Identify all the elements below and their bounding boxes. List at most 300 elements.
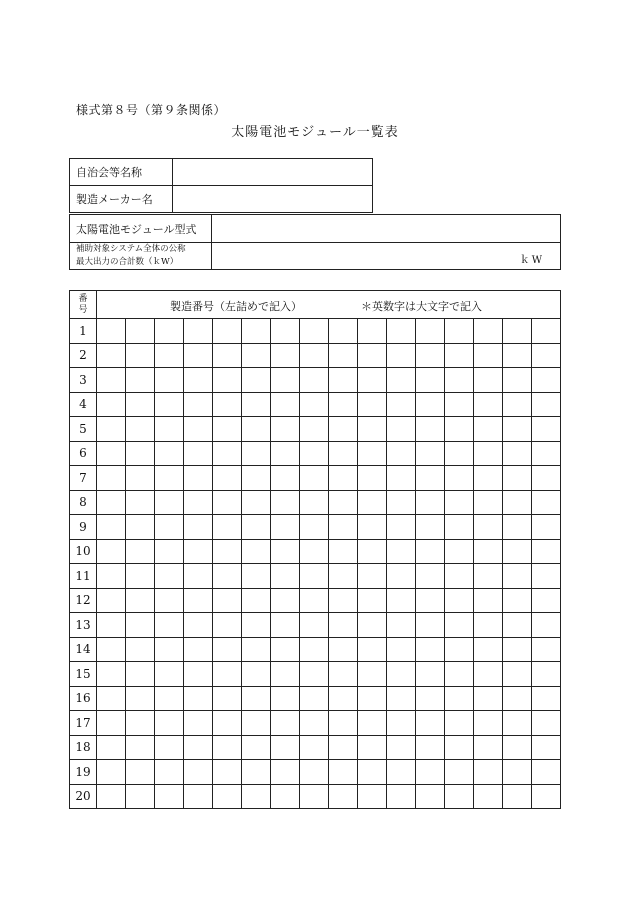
serial-digit-cell[interactable] [242, 613, 271, 638]
serial-digit-cell[interactable] [213, 441, 242, 466]
serial-digit-cell[interactable] [300, 637, 329, 662]
serial-digit-cell[interactable] [213, 686, 242, 711]
serial-digit-cell[interactable] [416, 784, 445, 809]
serial-digit-cell[interactable] [213, 343, 242, 368]
serial-digit-cell[interactable] [416, 441, 445, 466]
serial-digit-cell[interactable] [97, 417, 126, 442]
serial-digit-cell[interactable] [213, 466, 242, 491]
municipality-field[interactable] [172, 158, 373, 186]
serial-digit-cell[interactable] [300, 662, 329, 687]
serial-digit-cell[interactable] [532, 466, 561, 491]
serial-digit-cell[interactable] [474, 417, 503, 442]
serial-digit-cell[interactable] [387, 441, 416, 466]
serial-digit-cell[interactable] [126, 515, 155, 540]
serial-digit-cell[interactable] [358, 466, 387, 491]
serial-digit-cell[interactable] [97, 784, 126, 809]
serial-digit-cell[interactable] [416, 490, 445, 515]
serial-digit-cell[interactable] [271, 711, 300, 736]
serial-digit-cell[interactable] [416, 760, 445, 785]
serial-digit-cell[interactable] [184, 343, 213, 368]
serial-digit-cell[interactable] [445, 441, 474, 466]
model-field[interactable] [211, 214, 561, 243]
serial-digit-cell[interactable] [329, 760, 358, 785]
serial-digit-cell[interactable] [416, 686, 445, 711]
serial-digit-cell[interactable] [184, 466, 213, 491]
serial-digit-cell[interactable] [445, 417, 474, 442]
serial-digit-cell[interactable] [532, 711, 561, 736]
serial-digit-cell[interactable] [155, 466, 184, 491]
serial-digit-cell[interactable] [155, 564, 184, 589]
serial-digit-cell[interactable] [126, 613, 155, 638]
serial-digit-cell[interactable] [445, 392, 474, 417]
serial-digit-cell[interactable] [300, 490, 329, 515]
serial-digit-cell[interactable] [300, 760, 329, 785]
serial-digit-cell[interactable] [387, 686, 416, 711]
serial-digit-cell[interactable] [416, 711, 445, 736]
serial-digit-cell[interactable] [503, 613, 532, 638]
serial-digit-cell[interactable] [358, 368, 387, 393]
serial-digit-cell[interactable] [126, 588, 155, 613]
serial-digit-cell[interactable] [242, 760, 271, 785]
serial-digit-cell[interactable] [155, 784, 184, 809]
serial-digit-cell[interactable] [271, 441, 300, 466]
serial-digit-cell[interactable] [474, 319, 503, 344]
serial-digit-cell[interactable] [474, 539, 503, 564]
serial-digit-cell[interactable] [126, 319, 155, 344]
serial-digit-cell[interactable] [97, 637, 126, 662]
serial-digit-cell[interactable] [213, 368, 242, 393]
serial-digit-cell[interactable] [126, 760, 155, 785]
serial-digit-cell[interactable] [358, 564, 387, 589]
serial-digit-cell[interactable] [242, 466, 271, 491]
serial-digit-cell[interactable] [184, 588, 213, 613]
serial-digit-cell[interactable] [532, 588, 561, 613]
serial-digit-cell[interactable] [155, 539, 184, 564]
serial-digit-cell[interactable] [155, 392, 184, 417]
serial-digit-cell[interactable] [184, 515, 213, 540]
serial-digit-cell[interactable] [532, 368, 561, 393]
serial-digit-cell[interactable] [358, 319, 387, 344]
serial-digit-cell[interactable] [242, 662, 271, 687]
serial-digit-cell[interactable] [271, 466, 300, 491]
serial-digit-cell[interactable] [300, 564, 329, 589]
serial-digit-cell[interactable] [503, 711, 532, 736]
serial-digit-cell[interactable] [126, 466, 155, 491]
serial-digit-cell[interactable] [213, 662, 242, 687]
serial-digit-cell[interactable] [387, 368, 416, 393]
serial-digit-cell[interactable] [97, 319, 126, 344]
serial-digit-cell[interactable] [97, 466, 126, 491]
serial-digit-cell[interactable] [213, 735, 242, 760]
serial-digit-cell[interactable] [387, 466, 416, 491]
serial-digit-cell[interactable] [416, 368, 445, 393]
serial-digit-cell[interactable] [445, 368, 474, 393]
serial-digit-cell[interactable] [329, 441, 358, 466]
serial-digit-cell[interactable] [213, 760, 242, 785]
serial-digit-cell[interactable] [387, 711, 416, 736]
serial-digit-cell[interactable] [155, 662, 184, 687]
serial-digit-cell[interactable] [97, 515, 126, 540]
serial-digit-cell[interactable] [532, 343, 561, 368]
serial-digit-cell[interactable] [416, 539, 445, 564]
serial-digit-cell[interactable] [532, 760, 561, 785]
serial-digit-cell[interactable] [213, 539, 242, 564]
serial-digit-cell[interactable] [271, 735, 300, 760]
serial-digit-cell[interactable] [445, 515, 474, 540]
serial-digit-cell[interactable] [416, 343, 445, 368]
serial-digit-cell[interactable] [532, 392, 561, 417]
serial-digit-cell[interactable] [155, 441, 184, 466]
serial-digit-cell[interactable] [416, 417, 445, 442]
serial-digit-cell[interactable] [445, 588, 474, 613]
serial-digit-cell[interactable] [184, 686, 213, 711]
serial-digit-cell[interactable] [329, 515, 358, 540]
serial-digit-cell[interactable] [532, 637, 561, 662]
serial-digit-cell[interactable] [358, 662, 387, 687]
serial-digit-cell[interactable] [242, 343, 271, 368]
serial-digit-cell[interactable] [387, 613, 416, 638]
serial-digit-cell[interactable] [126, 441, 155, 466]
serial-digit-cell[interactable] [329, 637, 358, 662]
serial-digit-cell[interactable] [97, 368, 126, 393]
serial-digit-cell[interactable] [213, 392, 242, 417]
serial-digit-cell[interactable] [97, 662, 126, 687]
serial-digit-cell[interactable] [503, 637, 532, 662]
serial-digit-cell[interactable] [126, 417, 155, 442]
serial-digit-cell[interactable] [387, 343, 416, 368]
serial-digit-cell[interactable] [184, 392, 213, 417]
serial-digit-cell[interactable] [300, 686, 329, 711]
serial-digit-cell[interactable] [329, 466, 358, 491]
serial-digit-cell[interactable] [387, 637, 416, 662]
serial-digit-cell[interactable] [445, 613, 474, 638]
serial-digit-cell[interactable] [474, 564, 503, 589]
serial-digit-cell[interactable] [474, 662, 503, 687]
serial-digit-cell[interactable] [126, 490, 155, 515]
serial-digit-cell[interactable] [329, 343, 358, 368]
serial-digit-cell[interactable] [184, 613, 213, 638]
serial-digit-cell[interactable] [532, 613, 561, 638]
serial-digit-cell[interactable] [271, 319, 300, 344]
serial-digit-cell[interactable] [445, 760, 474, 785]
serial-digit-cell[interactable] [329, 417, 358, 442]
serial-digit-cell[interactable] [300, 319, 329, 344]
serial-digit-cell[interactable] [271, 784, 300, 809]
serial-digit-cell[interactable] [387, 735, 416, 760]
serial-digit-cell[interactable] [358, 784, 387, 809]
serial-digit-cell[interactable] [242, 711, 271, 736]
serial-digit-cell[interactable] [126, 662, 155, 687]
serial-digit-cell[interactable] [300, 711, 329, 736]
serial-digit-cell[interactable] [242, 637, 271, 662]
serial-digit-cell[interactable] [242, 490, 271, 515]
serial-digit-cell[interactable] [358, 735, 387, 760]
serial-digit-cell[interactable] [445, 564, 474, 589]
serial-digit-cell[interactable] [213, 613, 242, 638]
serial-digit-cell[interactable] [97, 539, 126, 564]
serial-digit-cell[interactable] [503, 539, 532, 564]
serial-digit-cell[interactable] [329, 735, 358, 760]
serial-digit-cell[interactable] [445, 466, 474, 491]
serial-digit-cell[interactable] [329, 711, 358, 736]
serial-digit-cell[interactable] [300, 368, 329, 393]
serial-digit-cell[interactable] [184, 735, 213, 760]
serial-digit-cell[interactable] [97, 392, 126, 417]
serial-digit-cell[interactable] [532, 490, 561, 515]
serial-digit-cell[interactable] [503, 368, 532, 393]
serial-digit-cell[interactable] [532, 539, 561, 564]
serial-digit-cell[interactable] [387, 490, 416, 515]
serial-digit-cell[interactable] [387, 417, 416, 442]
serial-digit-cell[interactable] [532, 441, 561, 466]
serial-digit-cell[interactable] [155, 368, 184, 393]
serial-digit-cell[interactable] [503, 515, 532, 540]
serial-digit-cell[interactable] [213, 588, 242, 613]
serial-digit-cell[interactable] [213, 564, 242, 589]
serial-digit-cell[interactable] [358, 441, 387, 466]
serial-digit-cell[interactable] [300, 441, 329, 466]
serial-digit-cell[interactable] [126, 564, 155, 589]
serial-digit-cell[interactable] [387, 319, 416, 344]
serial-digit-cell[interactable] [155, 319, 184, 344]
serial-digit-cell[interactable] [97, 564, 126, 589]
serial-digit-cell[interactable] [474, 490, 503, 515]
serial-digit-cell[interactable] [97, 735, 126, 760]
serial-digit-cell[interactable] [445, 662, 474, 687]
serial-digit-cell[interactable] [387, 662, 416, 687]
serial-digit-cell[interactable] [271, 760, 300, 785]
serial-digit-cell[interactable] [532, 662, 561, 687]
serial-digit-cell[interactable] [445, 637, 474, 662]
serial-digit-cell[interactable] [474, 392, 503, 417]
serial-digit-cell[interactable] [503, 686, 532, 711]
serial-digit-cell[interactable] [184, 784, 213, 809]
serial-digit-cell[interactable] [474, 711, 503, 736]
serial-digit-cell[interactable] [97, 760, 126, 785]
serial-digit-cell[interactable] [300, 343, 329, 368]
serial-digit-cell[interactable] [155, 343, 184, 368]
serial-digit-cell[interactable] [474, 613, 503, 638]
serial-digit-cell[interactable] [329, 490, 358, 515]
serial-digit-cell[interactable] [416, 466, 445, 491]
serial-digit-cell[interactable] [271, 368, 300, 393]
serial-digit-cell[interactable] [155, 760, 184, 785]
serial-digit-cell[interactable] [503, 441, 532, 466]
serial-digit-cell[interactable] [97, 343, 126, 368]
serial-digit-cell[interactable] [271, 637, 300, 662]
serial-digit-cell[interactable] [271, 588, 300, 613]
serial-digit-cell[interactable] [474, 760, 503, 785]
serial-digit-cell[interactable] [184, 760, 213, 785]
serial-digit-cell[interactable] [184, 637, 213, 662]
serial-digit-cell[interactable] [242, 319, 271, 344]
serial-digit-cell[interactable] [358, 392, 387, 417]
serial-digit-cell[interactable] [387, 539, 416, 564]
serial-digit-cell[interactable] [416, 319, 445, 344]
serial-digit-cell[interactable] [503, 735, 532, 760]
serial-digit-cell[interactable] [213, 711, 242, 736]
serial-digit-cell[interactable] [532, 515, 561, 540]
serial-digit-cell[interactable] [126, 784, 155, 809]
serial-digit-cell[interactable] [503, 392, 532, 417]
serial-digit-cell[interactable] [242, 392, 271, 417]
serial-digit-cell[interactable] [242, 441, 271, 466]
serial-digit-cell[interactable] [532, 686, 561, 711]
serial-digit-cell[interactable] [445, 490, 474, 515]
serial-digit-cell[interactable] [474, 466, 503, 491]
serial-digit-cell[interactable] [300, 466, 329, 491]
serial-digit-cell[interactable] [329, 613, 358, 638]
serial-digit-cell[interactable] [271, 515, 300, 540]
serial-digit-cell[interactable] [503, 319, 532, 344]
serial-digit-cell[interactable] [242, 784, 271, 809]
serial-digit-cell[interactable] [474, 343, 503, 368]
serial-digit-cell[interactable] [387, 784, 416, 809]
serial-digit-cell[interactable] [271, 539, 300, 564]
serial-digit-cell[interactable] [445, 686, 474, 711]
serial-digit-cell[interactable] [387, 392, 416, 417]
serial-digit-cell[interactable] [155, 637, 184, 662]
serial-digit-cell[interactable] [387, 564, 416, 589]
serial-digit-cell[interactable] [503, 662, 532, 687]
serial-digit-cell[interactable] [445, 319, 474, 344]
serial-digit-cell[interactable] [387, 515, 416, 540]
serial-digit-cell[interactable] [474, 686, 503, 711]
serial-digit-cell[interactable] [242, 686, 271, 711]
serial-digit-cell[interactable] [242, 539, 271, 564]
serial-digit-cell[interactable] [97, 613, 126, 638]
serial-digit-cell[interactable] [184, 662, 213, 687]
serial-digit-cell[interactable] [416, 637, 445, 662]
serial-digit-cell[interactable] [387, 588, 416, 613]
serial-digit-cell[interactable] [503, 588, 532, 613]
serial-digit-cell[interactable] [416, 564, 445, 589]
serial-digit-cell[interactable] [242, 564, 271, 589]
serial-digit-cell[interactable] [329, 662, 358, 687]
manufacturer-field[interactable] [172, 185, 373, 213]
serial-digit-cell[interactable] [474, 784, 503, 809]
serial-digit-cell[interactable] [184, 441, 213, 466]
serial-digit-cell[interactable] [416, 392, 445, 417]
serial-digit-cell[interactable] [532, 564, 561, 589]
serial-digit-cell[interactable] [503, 343, 532, 368]
serial-digit-cell[interactable] [503, 784, 532, 809]
serial-digit-cell[interactable] [155, 417, 184, 442]
serial-digit-cell[interactable] [503, 564, 532, 589]
serial-digit-cell[interactable] [358, 613, 387, 638]
serial-digit-cell[interactable] [126, 711, 155, 736]
serial-digit-cell[interactable] [184, 368, 213, 393]
serial-digit-cell[interactable] [184, 711, 213, 736]
serial-digit-cell[interactable] [213, 490, 242, 515]
serial-digit-cell[interactable] [126, 368, 155, 393]
serial-digit-cell[interactable] [242, 588, 271, 613]
serial-digit-cell[interactable] [155, 490, 184, 515]
serial-digit-cell[interactable] [213, 319, 242, 344]
serial-digit-cell[interactable] [358, 539, 387, 564]
serial-digit-cell[interactable] [155, 735, 184, 760]
serial-digit-cell[interactable] [184, 490, 213, 515]
serial-digit-cell[interactable] [300, 392, 329, 417]
serial-digit-cell[interactable] [416, 662, 445, 687]
serial-digit-cell[interactable] [271, 564, 300, 589]
serial-digit-cell[interactable] [329, 539, 358, 564]
serial-digit-cell[interactable] [271, 343, 300, 368]
serial-digit-cell[interactable] [300, 515, 329, 540]
serial-digit-cell[interactable] [532, 319, 561, 344]
serial-digit-cell[interactable] [445, 539, 474, 564]
serial-digit-cell[interactable] [97, 686, 126, 711]
serial-digit-cell[interactable] [213, 784, 242, 809]
serial-digit-cell[interactable] [155, 588, 184, 613]
serial-digit-cell[interactable] [300, 613, 329, 638]
serial-digit-cell[interactable] [503, 760, 532, 785]
serial-digit-cell[interactable] [300, 417, 329, 442]
serial-digit-cell[interactable] [329, 392, 358, 417]
serial-digit-cell[interactable] [242, 515, 271, 540]
serial-digit-cell[interactable] [97, 588, 126, 613]
serial-digit-cell[interactable] [300, 588, 329, 613]
serial-digit-cell[interactable] [358, 637, 387, 662]
serial-digit-cell[interactable] [300, 784, 329, 809]
serial-digit-cell[interactable] [300, 539, 329, 564]
serial-digit-cell[interactable] [445, 711, 474, 736]
serial-digit-cell[interactable] [126, 343, 155, 368]
serial-digit-cell[interactable] [97, 441, 126, 466]
serial-digit-cell[interactable] [300, 735, 329, 760]
serial-digit-cell[interactable] [213, 515, 242, 540]
serial-digit-cell[interactable] [242, 368, 271, 393]
serial-digit-cell[interactable] [126, 539, 155, 564]
serial-digit-cell[interactable] [126, 392, 155, 417]
serial-digit-cell[interactable] [532, 784, 561, 809]
serial-digit-cell[interactable] [329, 784, 358, 809]
serial-digit-cell[interactable] [271, 417, 300, 442]
serial-digit-cell[interactable] [503, 490, 532, 515]
serial-digit-cell[interactable] [329, 319, 358, 344]
serial-digit-cell[interactable] [155, 613, 184, 638]
serial-digit-cell[interactable] [358, 343, 387, 368]
serial-digit-cell[interactable] [155, 686, 184, 711]
serial-digit-cell[interactable] [329, 368, 358, 393]
serial-digit-cell[interactable] [358, 417, 387, 442]
serial-digit-cell[interactable] [503, 417, 532, 442]
serial-digit-cell[interactable] [445, 784, 474, 809]
serial-digit-cell[interactable] [358, 490, 387, 515]
serial-digit-cell[interactable] [474, 368, 503, 393]
serial-digit-cell[interactable] [358, 515, 387, 540]
serial-digit-cell[interactable] [474, 515, 503, 540]
serial-digit-cell[interactable] [242, 735, 271, 760]
serial-digit-cell[interactable] [329, 588, 358, 613]
serial-digit-cell[interactable] [532, 417, 561, 442]
serial-digit-cell[interactable] [416, 588, 445, 613]
serial-digit-cell[interactable] [155, 711, 184, 736]
serial-digit-cell[interactable] [329, 564, 358, 589]
serial-digit-cell[interactable] [503, 466, 532, 491]
serial-digit-cell[interactable] [474, 735, 503, 760]
serial-digit-cell[interactable] [126, 735, 155, 760]
total-output-field[interactable] [211, 242, 561, 270]
serial-digit-cell[interactable] [271, 662, 300, 687]
serial-digit-cell[interactable] [213, 637, 242, 662]
serial-digit-cell[interactable] [329, 686, 358, 711]
serial-digit-cell[interactable] [271, 392, 300, 417]
serial-digit-cell[interactable] [271, 613, 300, 638]
serial-digit-cell[interactable] [126, 637, 155, 662]
serial-digit-cell[interactable] [97, 490, 126, 515]
serial-digit-cell[interactable] [213, 417, 242, 442]
